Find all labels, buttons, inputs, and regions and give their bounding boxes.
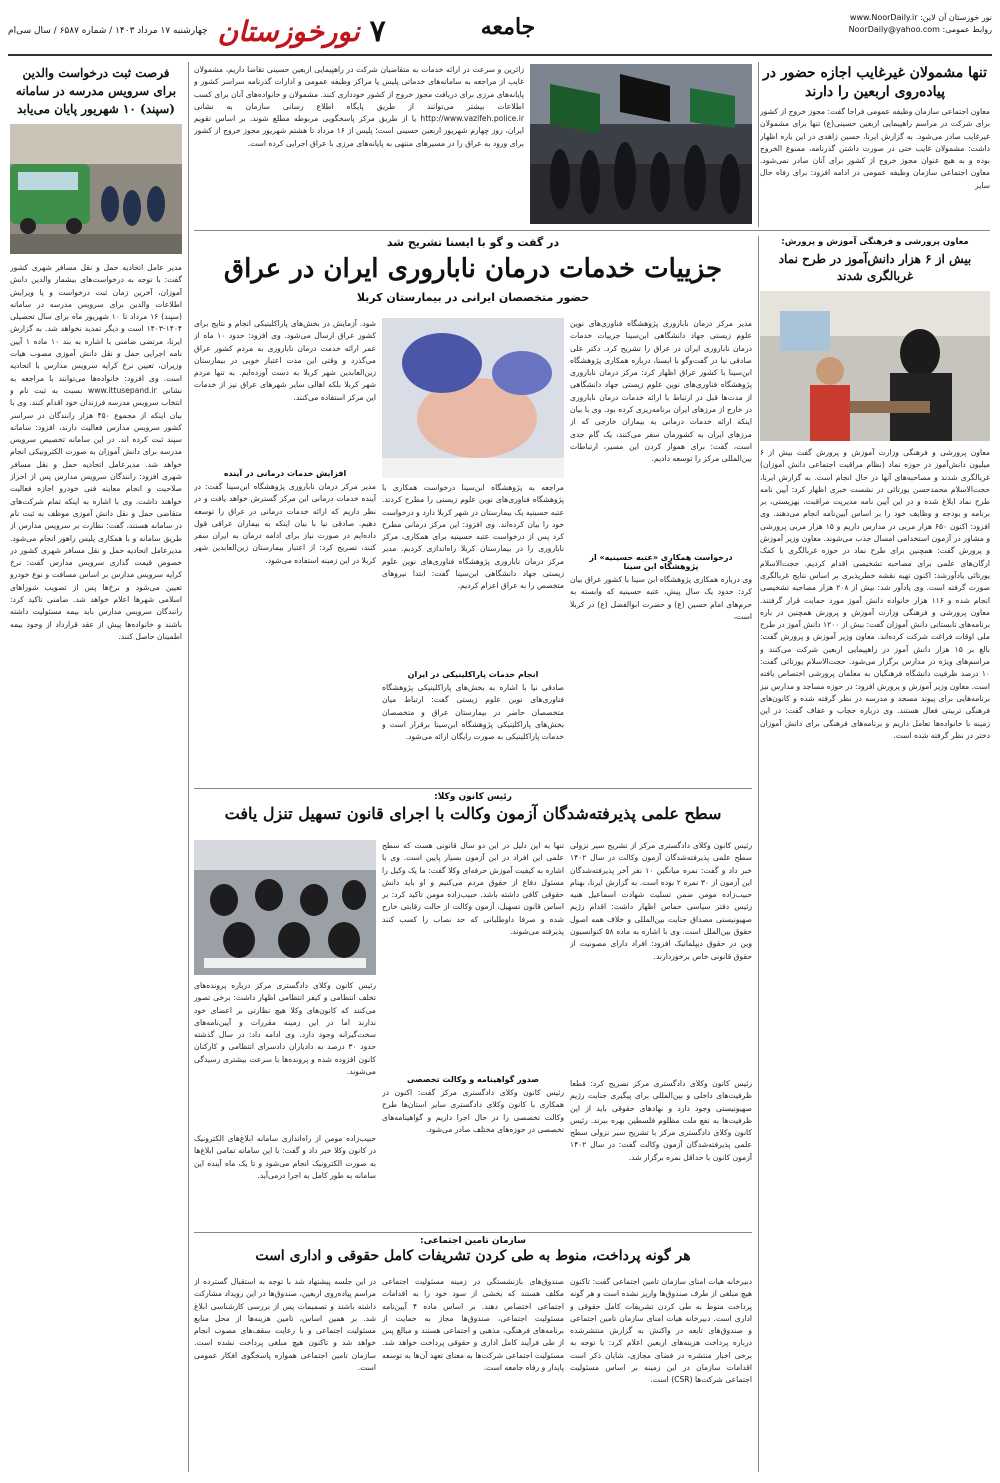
section-title: جامعه bbox=[480, 14, 536, 40]
school-service-photo bbox=[10, 124, 182, 254]
lawyer-col-2b-text: رئیس کانون وکلای دادگستری مرکز گفت: اکنون در همکاری با کانون وکلای دادگستری سایر استان‌ها طرح وکالت تخصصی را در حال اجرا داریم و گواهینامه‌های تخصصی در حوزه‌های مختلف صادر می‌شود. bbox=[382, 1088, 564, 1134]
insurance-headline: هر گونه پرداخت، منوط به طی کردن تشریفات کامل حقوقی و اداری است bbox=[255, 1248, 691, 1264]
column-rule bbox=[188, 62, 189, 1472]
lawyer-col-2 bbox=[382, 840, 564, 1228]
pilgrims-image bbox=[530, 64, 752, 224]
ivf-col-1b-text: وی درباره همکاری پژوهشگاه ابن سینا با کشور عراق بیان کرد: حدود یک سال پیش، عتبه حسینیه که وابسته به حرم‌های امام حسین (ع) و حضرت ابوالفضل (ع) در کربلا است، bbox=[570, 575, 752, 621]
arbaeen-photo bbox=[530, 64, 752, 224]
education-headline: بیش از ۶ هزار دانش‌آموز در طرح نماد غربالگری شدند bbox=[778, 252, 972, 283]
lawyer-col-1-text: رئیس کانون وکلای دادگستری مرکز از تشریح سیر نزولی سطح علمی پذیرفته‌شدگان آزمون وکالت در سال ۱۴۰۲ خبر داد و گفت: نمره میانگین ۱۰ نفر آخر پذیرفته‌شدگان این آزمون از ۳۰ نمره ۲ بوده است. به گزارش ایرنا، بهنام حبیب‌زاده مومن ضمن تسلیت شهادت اسماعیل هنیه رئیس دفتر سیاسی حماس اظهار داشت: اقدام رژیم صهیونیستی مصداق جنایت بین‌المللی و خلاف همه اصول حقوق بین‌الملل است. وی با اشاره به ماده ۵۸ کنوانسیون وین در حقوق دیپلماتیک افزود: افراد دارای مصونیت از حقوق قانونی خاص برخوردارند. bbox=[570, 841, 752, 961]
arbaeen-headline: تنها مشمولان غیرغایب اجازه حضور در پیاده‌روی اربعین را دارند bbox=[763, 65, 987, 100]
date-line: چهارشنبه ۱۷ مرداد ۱۴۰۳ / شماره ۶۵۸۷ / سال سی‌ام bbox=[8, 26, 208, 36]
column-rule bbox=[758, 62, 759, 227]
site-url[interactable]: نور خوزستان آن لاین: www.NoorDaily.ir bbox=[849, 13, 992, 22]
insurance-col-2-text: صندوق‌های بازنشستگی در زمینه مسئولیت اجتماعی مکلف هستند که بخشی از سود خود را به اقدامات اجتماعی اختصاص دهند. بر اساس ماده ۴ آیین‌نامه مسئولیت اجتماعی، صندوق‌ها مجاز به حمایت از برنامه‌های فرهنگی، مذهبی و اجتماعی هستند و مبالغ پس از طی فرآیند کامل اداری و حقوقی پرداخت خواهد شد. مسئولیت اجتماعی شرکت‌ها به معنای تعهد آن‌ها به توسعه پایدار و رفاه جامعه است. bbox=[382, 1277, 564, 1373]
lawyer-col-3 bbox=[194, 980, 376, 1228]
school-service-headline: فرصت ثبت درخواست والدین برای سرویس مدرسه در سامانه (سپند) ۱۰ شهریور پایان می‌یابد bbox=[15, 66, 177, 116]
section-rule bbox=[194, 788, 752, 789]
exam-hall-image bbox=[194, 840, 376, 975]
exam-photo bbox=[194, 840, 376, 975]
lawyer-subhead: صدور گواهینامه و وکالت تخصصی bbox=[406, 1075, 540, 1084]
ivf-col-2 bbox=[382, 482, 564, 782]
insurance-col-3-text: در این جلسه پیشنهاد شد با توجه به استقبال گسترده از مراسم پیاده‌روی اربعین، صندوق‌ها در این رویداد مشارکت داشته باشند و تصمیمات پس از بررسی کارشناسی ابلاغ شد. بر همین اساس، تامین هزینه‌ها از محل منابع مسئولیت اجتماعی و با رعایت سقف‌های مصوب انجام خواهد شد و تاکنون هیچ مبلغی پرداخت نشده است. سازمان تامین اجتماعی همواره پاسخگوی افکار عمومی است. bbox=[194, 1277, 376, 1373]
newborn-image bbox=[382, 318, 564, 478]
education-photo bbox=[760, 291, 990, 441]
arbaeen-body-left: زائرین و سرعت در ارائه خدمات به متقاضیان شرکت در راهپیمایی اربعین حسینی تقاضا داریم، مشمولان غایب از مراجعه به سامانه‌های خدماتی پلیس یا مراکز وظیفه عمومی و ادارات گذرنامه سراسر کشور و پایانه‌های مرزی برای دریافت مجوز خروج از کشور خودداری کنند. مشمولان و خانواده‌های آنان برای کسب اطلاعات بیشتر می‌توانند از طریق پایگاه اطلاع رسانی سازمان به نشانی http://www.vazifeh.police.ir یا از طریق مرکز پاسخگویی مربوطه مطلع شوند. بر اساس تقویم ایران، روز چهارم شهریور اربعین حسینی است؛ پلیس از ۱۶ مرداد تا هشتم شهریور مجوز خروج از کشور برای ورود به عراق را در مسیرهای منتهی به پایانه‌های مرزی با عراق اجرایی کرده است. bbox=[194, 65, 524, 148]
ivf-header bbox=[194, 236, 752, 316]
ivf-col-2b-text: صادقی نیا با اشاره به بخش‌های پاراکلینیکی پژوهشگاه فناوری‌های نوین علوم زیستی گفت: ارتباط میان متخصصان حاضر در بیمارستان عراق و متخصصان بخش‌های پاراکلینیکی پژوهشگاه ابن‌سینا برقرار است و خدمات پاراکلینیکی به صورت رایگان ارائه می‌شود. bbox=[382, 683, 564, 742]
ivf-col-3b-text: مدیر مرکز درمان ناباروری پژوهشگاه ابن‌سینا گفت: در آینده خدمات درمانی این مرکز گسترش خواهد یافت و در نظر داریم که ارائه خدمات درمانی در عراق را توسعه دهیم. صادقی نیا با بیان اینکه به بیماران عراقی قول داده‌ایم در صورت نیاز برای ادامه درمان به ایران سفر کنند، تصریح کرد: از اعتبار بیمارستان زین‌العابدین شهر کربلا در این زمینه استفاده می‌شود. bbox=[194, 482, 376, 565]
section-rule bbox=[194, 230, 990, 231]
education-body: معاون پرورشی و فرهنگی وزارت آموزش و پرورش گفت بیش از ۶ میلیون دانش‌آموز در حوزه نماد (نظام مراقبت اجتماعی دانش آموزان) غربالگری شدند و مصاحبه‌های آنها در حال انجام است. به گزارش ایرنا، حجت‌الاسلام محمدحسن یورتائی در نشست خبری اظهار کرد: آیین نامه طرح نماد ابلاغ شده و در این آیین نامه مدیریت مراقبت، بهزیستی، بر برنامه و بودجه و وظایف خود را بر اساس آیین‌نامه انجام می‌دهند. وی افزود: اکنون ۶۵۰ هزار مربی در مدارس داریم و ۱۵ هزار مربی پرورشی و مشاور در آزمون استخدامی امسال جذب می‌شوند. معاون وزیر آموزش و پرورش گفت: همچنین برای طرح نماد در حوزه غربالگری با کمک ارگان‌های علمی برای مصاحبه تشخیصی اقدام کردیم. حجت‌الاسلام یورتائی یادآورشد: اکنون تهیه نقشه خطرپذیری بر اساس نتایج غربالگری صورت گرفته است. وی یادآور شد: بیش از ۲۰۸ هزار مصاحبه تشخیصی انجام شده و ۱۱۶ هزار خانواده دانش آموز مورد حمایت قرار گرفتند. معاون پرورشی و فرهنگی وزارت آموزش و پرورش همچنین در باره برنامه‌های تابستانی دانش آموزان گفت: بیش از ۱۲۰۰ دانش آموز در طرح ملی اوقات فراغت شرکت کرده‌اند. معاون وزیر آموزش و پرورش گفت: بالغ بر ۱۵ هزار دانش آموز در راهپیمایی اربعین شرکت می‌کنند و مراسم‌های ویژه در مدارس برگزار می‌شود. حجت‌الاسلام یورتائی گفت: ۱۰ درصد ظرفیت دانشگاه فرهنگیان به معلمان پرورشی اختصاص یافته است. معاون وزیر آموزش و پرورش افزود: در حوزه مساجد و مدارس نیز برنامه‌هایی برای پیوند مسجد و مدرسه در نظر گرفته شده و کانون‌های فرهنگی تربیتی فعال هستند. وی درباره حجاب و عفاف گفت: در این زمینه با خانواده‌ها تعامل داریم و برنامه‌های فرهنگی برای دانش آموزان دختر در نظر گرفته شده است. bbox=[760, 448, 990, 740]
education-column bbox=[760, 236, 990, 1472]
school-service-column bbox=[10, 64, 182, 1472]
lawyer-col-1 bbox=[570, 840, 752, 1228]
column-rule bbox=[758, 236, 759, 1472]
ivf-subhead-2: انجام خدمات پاراکلینیکی در ایران bbox=[407, 670, 539, 679]
lawyer-col-3-text: رئیس کانون وکلای دادگستری مرکز درباره پرونده‌های تخلف انتظامی و کیفر انتظامی اظهار داشت: برخی تصور می‌کنند که کانون‌های وکلا هیچ نظارتی بر اعضای خود ندارند اما در این زمینه مقررات و آیین‌نامه‌های سخت‌گیرانه وجود دارد. وی ادامه داد: در سال گذشته حدود ۳۰ درصد به دادیاران دادسرای انتظامی و کارکنان کانون افزوده شده و پرونده‌ها با سرعت بیشتری رسیدگی می‌شوند. bbox=[194, 981, 376, 1077]
school-van-image bbox=[10, 124, 182, 254]
newspaper-logo: نورخوزستان bbox=[217, 14, 360, 48]
ivf-photo bbox=[382, 318, 564, 478]
lawyer-col-1b-text: رئیس کانون وکلای دادگستری مرکز تصریح کرد: قطعا ظرفیت‌های داخلی و بین‌المللی برای پیگیری جنایت رژیم صهیونیستی وجود دارد و نهادهای حقوقی باید از این ظرفیت‌ها به نفع ملت مظلوم فلسطین بهره ببرند. رئیس کانون وکلای دادگستری مرکز با تشریح سیر نزولی سطح علمی پذیرفته‌شدگان آزمون وکالت گفت: در سال ۱۴۰۲ آزمون کانون با حداقل نمره برگزار شد. bbox=[570, 1079, 752, 1162]
insurance-col-3 bbox=[194, 1276, 376, 1472]
insurance-kicker: سازمان تامین اجتماعی: bbox=[420, 1236, 526, 1246]
insurance-col-1-text: دبیرخانه هیات امنای سازمان تامین اجتماعی گفت: تاکنون هیچ مبلغی از طرف صندوق‌ها واریز نشده است و هر گونه پرداخت منوط به طی کردن تشریفات کامل حقوقی و اداری است. دبیرخانه هیات امنای سازمان تامین اجتماعی و صندوق‌های تابعه در واکنش به گزارش منتشرشده درباره پرداخت هزینه‌های اربعین اعلام کرد: با توجه به برخی اخبار منتشره در فضای مجازی، شایان ذکر است اقدامات سازمان در این زمینه بر اساس مسئولیت اجتماعی شرکت‌ها (CSR) است. bbox=[570, 1277, 752, 1385]
ivf-headline: جزییات خدمات درمان ناباروری ایران در عراق bbox=[223, 254, 723, 284]
masthead bbox=[8, 8, 992, 56]
section-rule bbox=[194, 1232, 752, 1233]
ivf-subhead-3: افزایش خدمات درمانی در آینده bbox=[223, 469, 347, 478]
education-kicker: معاون پرورشی و فرهنگی آموزش و پرورش: bbox=[781, 237, 969, 247]
lawyer-col-3b-text: حبیب‌زاده مومن از راه‌اندازی سامانه ابلاغ‌های الکترونیک در کانون وکلا خبر داد و گفت: با این سامانه تمامی ابلاغ‌ها به صورت الکترونیک انجام می‌شود و تا یک ماه آینده این سامانه به طور کامل به اجرا درمی‌آید. bbox=[194, 1134, 376, 1180]
lawyer-headline: سطح علمی پذیرفته‌شدگان آزمون وکالت با اجرای قانون تسهیل تنزل یافت bbox=[224, 804, 722, 823]
counselor-image bbox=[760, 291, 990, 441]
ivf-kicker: در گفت و گو با ایسنا تشریح شد bbox=[386, 236, 560, 249]
arbaeen-body-right: معاون اجتماعی سازمان وظیفه عمومی فراجا گفت: مجوز خروج از کشور برای شرکت در مراسم راهپیمایی اربعین حسینی(ع) تنها برای مشمولان غیرغایب صادر می‌شود. به گزارش ایرنا، حسین زاهدی در این باره اظهار داشت: مشمولان غایب حتی در صورت داشتن گذرنامه، ممنوع الخروج بوده و به هیچ عنوان مجوز خروج از کشور برای آنان صادر نمی‌شود. معاون اجتماعی سازمان وظیفه عمومی در ادامه افزود: برای رفاه حال سایر bbox=[760, 107, 990, 190]
page-number: ۷ bbox=[369, 13, 386, 49]
insurance-col-2 bbox=[382, 1276, 564, 1472]
arbaeen-left-column bbox=[194, 64, 524, 224]
ivf-col-3-text: شود. آزمایش در بخش‌های پاراکلینیکی انجام و نتایج برای کشور عراق ارسال می‌شود. وی افزود: حدود ۱۰ ماه از عمر ارائه خدمت درمان ناباروری به مردم کشور عراق می‌گذرد و وقتی این مدت اعتبار خوبی در بیمارستان زین‌العابدین شهر کربلا به دست آورده‌ایم. به تنها مردم شهر کربلا بلکه اهالی سایر شهرهای عراق نیز از خدمات این مرکز استفاده می‌کنند. bbox=[194, 319, 376, 402]
ivf-col-1-text: مدیر مرکز درمان ناباروری پژوهشگاه فناوری‌های نوین علوم زیستی جهاد دانشگاهی ابن‌سینا جزییات خدمات درمان ناباروری ایران در عراق را تشریح کرد. دکتر علی صادقی نیا در گفت‌وگو با ایسنا، درباره همکاری پژوهشگاه ابن‌سینا با کشور عراق اظهار کرد: مرکز درمان ناباروری پژوهشگاه فناوری‌های نوین علوم زیستی جهاد دانشگاهی از مدت‌ها قبل در ارتباط با ارائه خدمات درمان ناباروری در خارج از مرزهای ایران برنامه‌ریزی کرده بود. وی با بیان اینکه ارائه خدمات درمانی به بیماران خارجی که از مرزهای ایران به کشورمان سفر می‌کنند، یک گام جدی است، گفت: برای هموار کردن این مسیر، ارتباطات بین‌المللی مرکز را توسعه دادیم. bbox=[570, 319, 752, 464]
school-service-body: مدیر عامل اتحادیه حمل و نقل مسافر شهری کشور گفت: با توجه به درخواست‌های بیشمار والدین دانش آموزان، آخرین زمان ثبت درخواست و یا ویرایش اطلاعات والدین برای سرویس مدرسه در سامانه (سپند) ۱۶ مرداد تا ۱۰ شهریور ماه برای سال تحصیلی ۱۴۰۴-۱۴۰۳ است و دیگر تمدید نخواهد شد. به گزارش ایرنا، مرتضی ضامنی با اشاره به بند ۱۰ ماده ۱ آیین نامه اجرایی حمل و نقل دانش آموزی مصوب هیات وزیران، تعیین نرخ کرایه سرویس مدارس با اتحادیه است. وی افزود: خانواده‌ها می‌توانند با مراجعه به نشانی www.ittusepand.ir نسبت به ثبت نام و انتخاب سرویس مدرسه فرزندان خود اقدام کنند. وی با بیان اینکه از مجموع ۴۵۰ هزار رانندگان در سراسر کشور سرویس مدارس فعالیت دارند، افزود: سامانه سپند ثبت کرده اند. در این سامانه تخصیص سرویس مدرسه برای دانش آموزان به صورت الکترونیکی انجام خواهد شد. مدیرعامل اتحادیه حمل و نقل مسافر شهری افزود: رانندگان سرویس مدارس پس از احراز صلاحیت و انجام معاینه فنی خودرو اجازه فعالیت خواهند داشت. وی با اشاره به اینکه تمام شرکت‌های متقاضی حمل و نقل دانش آموزی موظف به ثبت نام در سامانه هستند، گفت: نظارت بر سرویس مدارس از طریق سامانه و با همکاری پلیس راهور انجام می‌شود. مدیرعامل اتحادیه حمل و نقل مسافر شهری کشور در خصوص قیمت گذاری سرویس مدارس گفت: نرخ کرایه سرویس مدارس بر اساس مسافت و نوع خودرو تعیین می‌شود و نرخ‌ها پس از تصویب شوراهای اسلامی شهرها اعلام خواهد شد. ضامنی تاکید کرد: رانندگان سرویس مدارس باید بیمه مسئولیت داشته باشند و خانواده‌ها پیش از عقد قرارداد از وجود بیمه اطمینان حاصل کنند. bbox=[10, 263, 182, 641]
ivf-subhead-1: درخواست همکاری «عتبه حسینیه» از پژوهشگاه ابن سینا bbox=[589, 553, 733, 571]
lawyer-col-2-text: تنها به این دلیل در این دو سال قانونی هست که سطح علمی این افراد در این آزمون بسیار پایین است. وی با اشاره به کیفیت آموزش حرفه‌ای وکلا گفت: ما یک وکیل را مسئول دفاع از حقوق مردم می‌کنیم و او باید دانش حقوقی کافی داشته باشد. حبیب‌زاده مومن تاکید کرد: بر اساس قانون تسهیل، آزمون وکالت از حالت رقابتی خارج شده و صرفا داوطلبانی که حد نصاب را کسب کنند پذیرفته می‌شوند. bbox=[382, 841, 564, 937]
masthead-contact bbox=[849, 12, 992, 36]
ivf-subtitle: حضور متخصصان ایرانی در بیمارستان کربلا bbox=[356, 291, 590, 304]
email-address[interactable]: روابط عمومی: NoorDaily@yahoo.com bbox=[848, 25, 992, 34]
insurance-header bbox=[194, 1236, 752, 1272]
insurance-col-1 bbox=[570, 1276, 752, 1472]
ivf-col-1 bbox=[570, 318, 752, 783]
lawyer-header bbox=[194, 792, 752, 836]
lawyer-kicker: رئیس کانون وکلا: bbox=[434, 792, 512, 802]
arbaeen-right-column bbox=[760, 64, 990, 224]
ivf-col-3 bbox=[194, 318, 376, 783]
ivf-col-2-text: مراجعه به پژوهشگاه ابن‌سینا درخواست همکاری با پژوهشگاه فناوری‌های نوین علوم زیستی را مطرح کردند. عتبه حسینیه یک بیمارستان در شهر کربلا دارد و درخواست خود را بیان کرده‌اند. وی افزود: این مرکز درمانی مطرح کرد پس از درخواست عتبه حسینیه برای همکاری، مرکز ناباروری را در بیمارستان کربلا راه‌اندازی کردیم. مدیر مرکز درمان ناباروری پژوهشگاه فناوری‌های نوین علوم زیستی جهاد دانشگاهی ابن‌سینا گفت: ابتدا نیروهای متخصص را به عراق اعزام کردیم. bbox=[382, 483, 564, 591]
masthead-brand bbox=[8, 8, 386, 54]
